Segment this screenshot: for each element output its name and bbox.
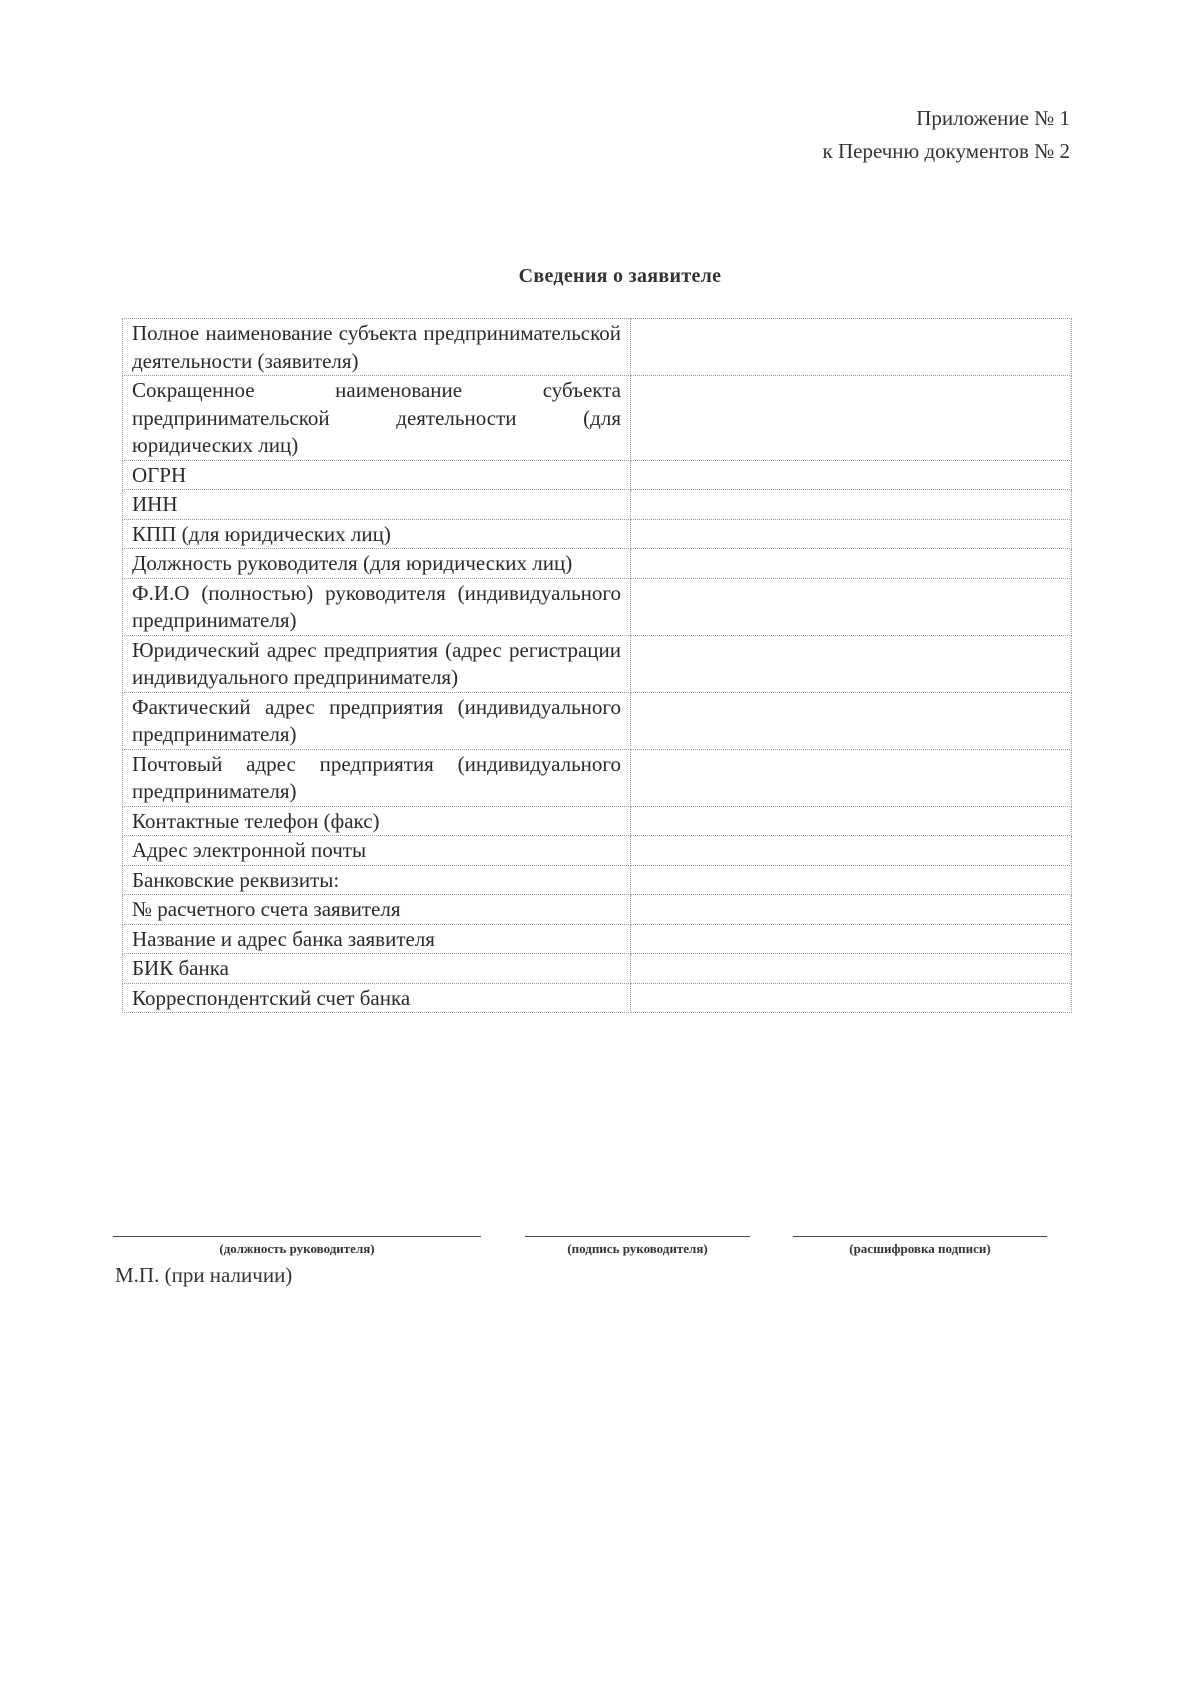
decoding-signature-field xyxy=(793,1236,1047,1257)
row-label: № расчетного счета заявителя xyxy=(123,895,631,925)
signature-field xyxy=(525,1236,750,1257)
annex-reference: к Перечню документов № 2 xyxy=(822,139,1070,163)
row-value-field[interactable] xyxy=(631,836,1072,866)
row-value-field[interactable] xyxy=(631,376,1072,461)
row-value-field[interactable] xyxy=(631,749,1072,806)
document-title: Сведения о заявителе xyxy=(518,265,722,287)
row-label: Должность руководителя (для юридических лиц) xyxy=(123,549,631,579)
row-label: Сокращенное наименование субъекта предпринимательской деятельности (для юридических лиц) xyxy=(123,376,631,461)
table-row xyxy=(123,895,1072,925)
row-label: Контактные телефон (факс) xyxy=(123,806,631,836)
applicant-info-table xyxy=(122,318,1072,1013)
row-label: Фактический адрес предприятия (индивидуального предпринимателя) xyxy=(123,692,631,749)
row-value-field[interactable] xyxy=(631,578,1072,635)
table-row xyxy=(123,806,1072,836)
signature-caption: (подпись руководителя) xyxy=(567,1241,708,1256)
stamp-place-label: М.П. (при наличии) xyxy=(115,1263,293,1287)
row-label: Адрес электронной почты xyxy=(123,836,631,866)
row-label: ОГРН xyxy=(123,460,631,490)
row-value-field[interactable] xyxy=(631,806,1072,836)
table-row xyxy=(123,865,1072,895)
table-row xyxy=(123,924,1072,954)
table-row xyxy=(123,490,1072,520)
decoding-line[interactable] xyxy=(793,1236,1047,1237)
decoding-caption: (расшифровка подписи) xyxy=(849,1241,991,1256)
table-row xyxy=(123,519,1072,549)
table-row xyxy=(123,319,1072,376)
annex-header xyxy=(823,102,1071,168)
row-label: Почтовый адрес предприятия (индивидуального предпринимателя) xyxy=(123,749,631,806)
row-label: БИК банка xyxy=(123,954,631,984)
row-value-field[interactable] xyxy=(631,319,1072,376)
table-row xyxy=(123,460,1072,490)
row-label: ИНН xyxy=(123,490,631,520)
row-label: Название и адрес банка заявителя xyxy=(123,924,631,954)
row-value-field[interactable] xyxy=(631,460,1072,490)
row-value-field[interactable] xyxy=(631,519,1072,549)
row-label: Юридический адрес предприятия (адрес регистрации индивидуального предпринимателя) xyxy=(123,635,631,692)
row-value-field[interactable] xyxy=(631,983,1072,1013)
row-value-field[interactable] xyxy=(631,865,1072,895)
row-value-field[interactable] xyxy=(631,635,1072,692)
signature-line[interactable] xyxy=(525,1236,750,1237)
row-value-field[interactable] xyxy=(631,924,1072,954)
row-label: Корреспондентский счет банка xyxy=(123,983,631,1013)
table-row xyxy=(123,983,1072,1013)
table-row xyxy=(123,836,1072,866)
row-value-field[interactable] xyxy=(631,954,1072,984)
row-label: Ф.И.О (полностью) руководителя (индивидуального предпринимателя) xyxy=(123,578,631,635)
table-row xyxy=(123,635,1072,692)
row-value-field[interactable] xyxy=(631,895,1072,925)
table-row xyxy=(123,549,1072,579)
table-row xyxy=(123,692,1072,749)
table-row xyxy=(123,954,1072,984)
position-caption: (должность руководителя) xyxy=(219,1241,375,1256)
table-row xyxy=(123,749,1072,806)
row-value-field[interactable] xyxy=(631,549,1072,579)
row-value-field[interactable] xyxy=(631,490,1072,520)
row-label: КПП (для юридических лиц) xyxy=(123,519,631,549)
annex-number: Приложение № 1 xyxy=(916,106,1070,130)
table-row xyxy=(123,578,1072,635)
row-label: Банковские реквизиты: xyxy=(123,865,631,895)
position-line[interactable] xyxy=(113,1236,481,1237)
position-signature-field xyxy=(113,1236,481,1257)
row-value-field[interactable] xyxy=(631,692,1072,749)
table-row xyxy=(123,376,1072,461)
row-label: Полное наименование субъекта предпринимательской деятельности (заявителя) xyxy=(123,319,631,376)
